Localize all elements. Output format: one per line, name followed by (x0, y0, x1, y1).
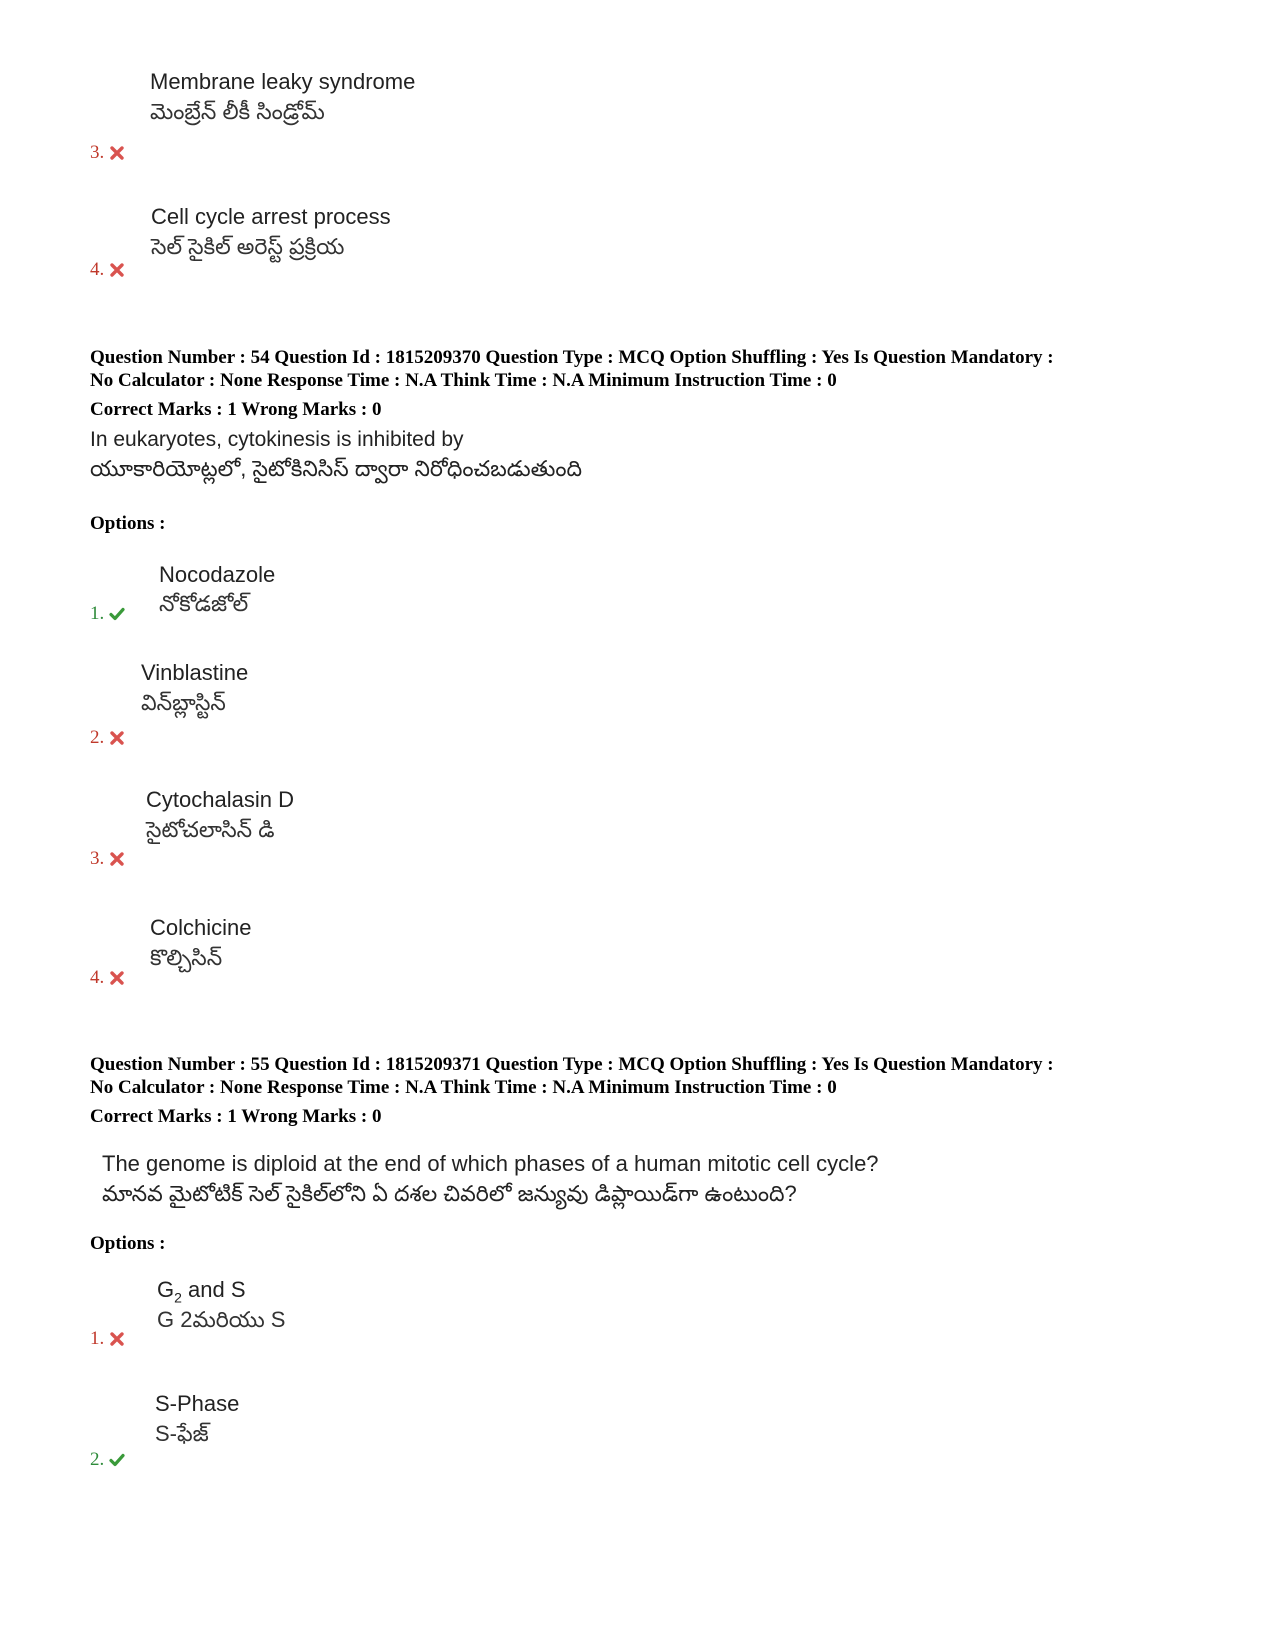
option-text-te: మెంబ్రేన్ లీకీ సిండ్రోమ్ (150, 99, 325, 124)
option-number: 2. (90, 727, 105, 748)
option-marker (90, 848, 125, 870)
question-meta-line1: Question Number : 55 Question Id : 1815209371 Question Type : MCQ Option Shuffling : Yes Is Question Mandatory : (90, 1054, 1054, 1075)
option-text-en: S-Phase (155, 1391, 240, 1416)
option-text-te: నోకోడజోల్ (159, 591, 249, 616)
question-text-en: The genome is diploid at the end of which phases of a human mitotic cell cycle? (102, 1151, 879, 1176)
option-number: 3. (90, 142, 105, 163)
option-marker (90, 1328, 125, 1350)
option-marker (90, 1449, 125, 1471)
check-icon (109, 1452, 125, 1468)
option-number: 4. (90, 259, 105, 280)
cross-icon (109, 262, 125, 278)
question-text-te: యూకారియోట్లలో, సైటోకినిసిస్ ద్వారా నిరోధించబడుతుంది (90, 456, 583, 481)
question-marks: Correct Marks : 1 Wrong Marks : 0 (90, 399, 382, 420)
option-marker (90, 142, 125, 164)
option-text-en: Colchicine (150, 915, 252, 940)
option-text-en: Cell cycle arrest process (151, 204, 391, 229)
cross-icon (109, 851, 125, 867)
question-meta-line2: No Calculator : None Response Time : N.A Think Time : N.A Minimum Instruction Time : 0 (90, 370, 837, 391)
option-number: 2. (90, 1449, 105, 1470)
option-marker (90, 967, 125, 989)
cross-icon (109, 970, 125, 986)
option-marker (90, 727, 125, 749)
option-number: 4. (90, 967, 105, 988)
option-marker (90, 603, 125, 625)
check-icon (109, 606, 125, 622)
option-text-en-prefix: G (157, 1277, 175, 1302)
option-text-te: G 2మరియు S (157, 1307, 286, 1332)
option-text-en-subscript: 2 (174, 1289, 182, 1306)
cross-icon (109, 1331, 125, 1347)
option-number: 1. (90, 603, 105, 624)
option-text-te: సెల్ సైకిల్ అరెస్ట్ ప్రక్రియ (151, 234, 345, 259)
option-text-en: Membrane leaky syndrome (150, 69, 416, 94)
option-text-en-suffix: and S (181, 1277, 246, 1302)
option-text-te: విన్‌బ్లాస్టిన్ (141, 690, 226, 715)
cross-icon (109, 730, 125, 746)
option-text-en: Cytochalasin D (146, 787, 294, 812)
question-meta-line2: No Calculator : None Response Time : N.A Think Time : N.A Minimum Instruction Time : 0 (90, 1077, 837, 1098)
option-text-te: కొల్చిసిన్ (150, 945, 223, 970)
option-text-te: సైటోచలాసిన్ డి (146, 817, 275, 842)
question-marks: Correct Marks : 1 Wrong Marks : 0 (90, 1106, 382, 1127)
option-number: 3. (90, 848, 105, 869)
option-marker (90, 259, 125, 281)
options-label: Options : (90, 1233, 166, 1254)
option-number: 1. (90, 1328, 105, 1349)
options-label: Options : (90, 513, 166, 534)
cross-icon (109, 145, 125, 161)
option-text-en: Nocodazole (159, 562, 276, 587)
question-text-en: In eukaryotes, cytokinesis is inhibited by (90, 428, 464, 451)
option-text-te: S-ఫేజ్ (155, 1421, 209, 1446)
question-text-te: మానవ మైటోటిక్ సెల్ సైకిల్‌లోని ఏ దశల చివరిలో జన్యువు డిప్లాయిడ్‌గా ఉంటుంది? (102, 1181, 797, 1206)
option-text-en: Vinblastine (141, 660, 249, 685)
question-meta-line1: Question Number : 54 Question Id : 1815209370 Question Type : MCQ Option Shuffling : Yes Is Question Mandatory : (90, 347, 1054, 368)
